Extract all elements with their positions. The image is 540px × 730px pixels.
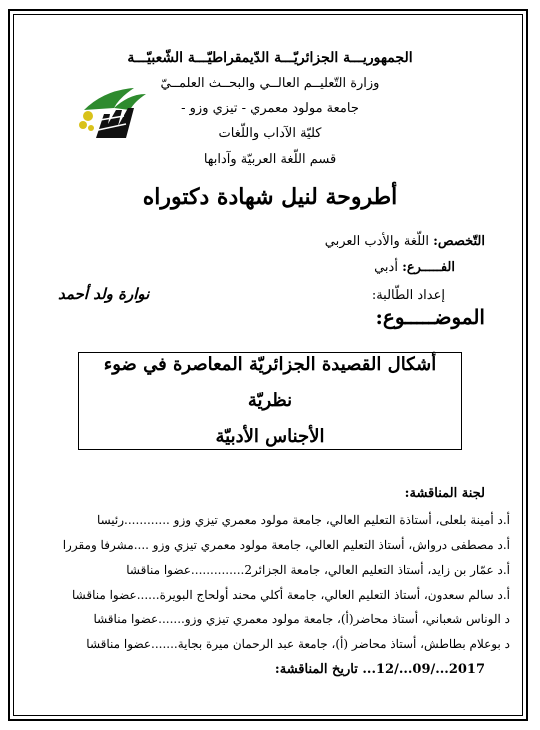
subject-line-1: أشكال القصيدة الجزائريّة المعاصرة في ضوء نظريّة <box>103 354 437 411</box>
specialty-label: التّخصص: <box>433 234 485 249</box>
committee-label: لجنة المناقشة: <box>404 486 485 501</box>
committee-member: أ.د عمّار بن زايد، أستاذ التعليم العالي، جامعة الجزائر2..............عضوا مناقشا <box>126 563 510 577</box>
republic-name: الجمهوريـــة الجزائريّـــة الدّيمقراطيّـــة الشّعبيّـــة <box>127 50 413 66</box>
specialty-value: اللّغة والأدب العربي <box>324 234 429 249</box>
defense-date-label: تاريخ المناقشة: <box>274 662 358 677</box>
branch-label: الفـــــرع: <box>402 260 455 275</box>
prepared-by-label: إعداد الطّالبة: <box>371 288 445 303</box>
ministry-name: وزارة التّعليــم العالــي والبحــث العلمــيّ <box>160 76 380 91</box>
student-name: نوارة ولد أحمد <box>58 285 150 303</box>
committee-member: أ.د سالم سعدون، أستاذ التعليم العالي، جامعة أكلي محند أولحاج البويرة......عضوا مناقشا <box>71 588 510 602</box>
branch-value: أدبي <box>374 260 398 275</box>
subject-label: الموضـــــوع: <box>375 305 485 329</box>
prepared-by-row <box>372 288 445 303</box>
committee-member: أ.د أمينة بلعلى، أستاذة التعليم العالي، جامعة مولود معمري تيزي وزو ............رئيسا <box>96 513 510 527</box>
faculty-name: كليّة الآداب واللّغات <box>218 126 322 141</box>
committee-member: د بوعلام بطاطش، أستاذ محاضر (أ)، جامعة عبد الرحمان ميرة بجاية.......عضوا مناقشا <box>86 637 510 651</box>
thesis-title: أطروحة لنيل شهادة دكتوراه <box>142 184 398 210</box>
department-name: قسم اللّغة العربيّة وآدابها <box>203 152 337 167</box>
branch-row <box>374 260 455 275</box>
specialty-row <box>325 234 485 249</box>
committee-member: أ.د مصطفى درواش، أستاذ التعليم العالي، جامعة مولود معمري تيزي وزو ....مشرفا ومقررا <box>62 538 510 552</box>
university-name: جامعة مولود معمري - تيزي وزو - <box>181 101 359 116</box>
subject-box <box>78 352 462 450</box>
defense-date-value: ...12/...09/...2017 <box>362 662 485 677</box>
committee-member: د الوناس شعباني، أستاذ محاضر(أ)، جامعة مولود معمري تيزي وزو.......عضوا مناقشا <box>93 612 510 626</box>
subject-line-2: الأجناس الأدبيّة <box>215 426 325 447</box>
defense-date-row <box>275 662 485 677</box>
